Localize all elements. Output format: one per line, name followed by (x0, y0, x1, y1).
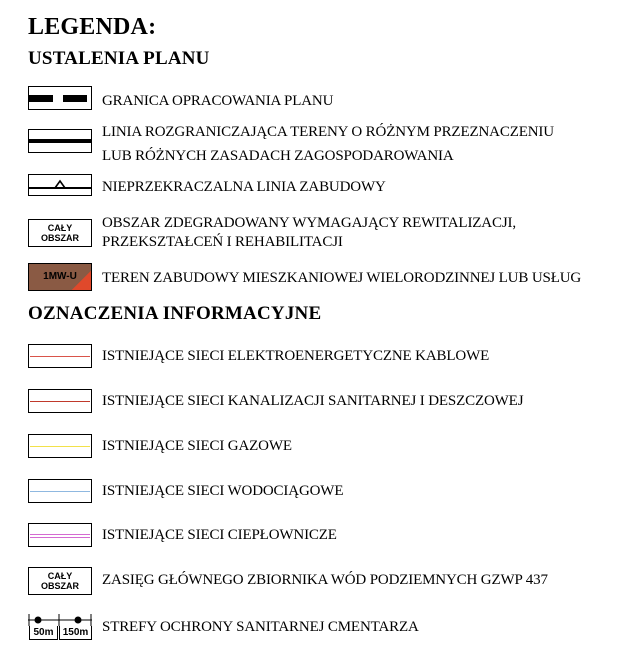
legend-item-label: ISTNIEJĄCE SIECI GAZOWE (102, 438, 292, 454)
zone-swatch-icon (28, 263, 92, 291)
legend-item-label: GRANICA OPRACOWANIA PLANU (102, 93, 334, 109)
section-plan-title: USTALENIA PLANU (28, 48, 210, 69)
dashed-boundary-line-icon (28, 86, 92, 110)
area-badge-icon (28, 567, 92, 595)
power-cable-line-icon (28, 344, 92, 368)
legend-item-label: LUB RÓŻNYCH ZASADACH ZAGOSPODAROWANIA (102, 148, 454, 164)
legend-item-label: NIEPRZEKRACZALNA LINIA ZABUDOWY (102, 179, 386, 195)
scale-150m-label: 150m (59, 626, 92, 640)
legend-title: LEGENDA: (28, 14, 157, 40)
legend-item-label: ISTNIEJĄCE SIECI ELEKTROENERGETYCZNE KABLOWE (102, 348, 490, 364)
legend-item-label: PRZEKSZTAŁCEŃ I REHABILITACJI (102, 234, 343, 250)
badge-text: CAŁY (47, 571, 73, 581)
section-info-title: OZNACZENIA INFORMACYJNE (28, 303, 322, 324)
building-line-icon (28, 174, 92, 196)
cemetery-zone-icon (26, 612, 94, 642)
legend-item-label: ISTNIEJĄCE SIECI WODOCIĄGOWE (102, 483, 344, 499)
legend-item-label: OBSZAR ZDEGRADOWANY WYMAGAJĄCY REWITALIZACJI, (102, 215, 516, 231)
water-line-icon (28, 479, 92, 503)
badge-text: 1MW-U (43, 271, 77, 282)
area-badge-icon (28, 219, 92, 247)
sewer-line-icon (28, 389, 92, 413)
badge-text: OBSZAR (41, 581, 79, 591)
heating-line-icon (28, 523, 92, 547)
legend-item-label: LINIA ROZGRANICZAJĄCA TERENY O RÓŻNYM PRZEZNACZENIU (102, 124, 554, 140)
legend-item-label: ISTNIEJĄCE SIECI CIEPŁOWNICZE (102, 527, 337, 543)
legend-item-label: ISTNIEJĄCE SIECI KANALIZACJI SANITARNEJ I DESZCZOWEJ (102, 393, 524, 409)
solid-demarcation-line-icon (28, 129, 92, 153)
legend-item-label: STREFY OCHRONY SANITARNEJ CMENTARZA (102, 619, 419, 635)
scale-50m-label: 50m (29, 626, 58, 640)
legend-item-label: ZASIĘG GŁÓWNEGO ZBIORNIKA WÓD PODZIEMNYCH GZWP 437 (102, 572, 548, 588)
legend-item-label: TEREN ZABUDOWY MIESZKANIOWEJ WIELORODZINNEJ LUB USŁUG (102, 270, 582, 286)
badge-text: OBSZAR (41, 233, 79, 243)
gas-line-icon (28, 434, 92, 458)
badge-text: CAŁY (47, 223, 73, 233)
